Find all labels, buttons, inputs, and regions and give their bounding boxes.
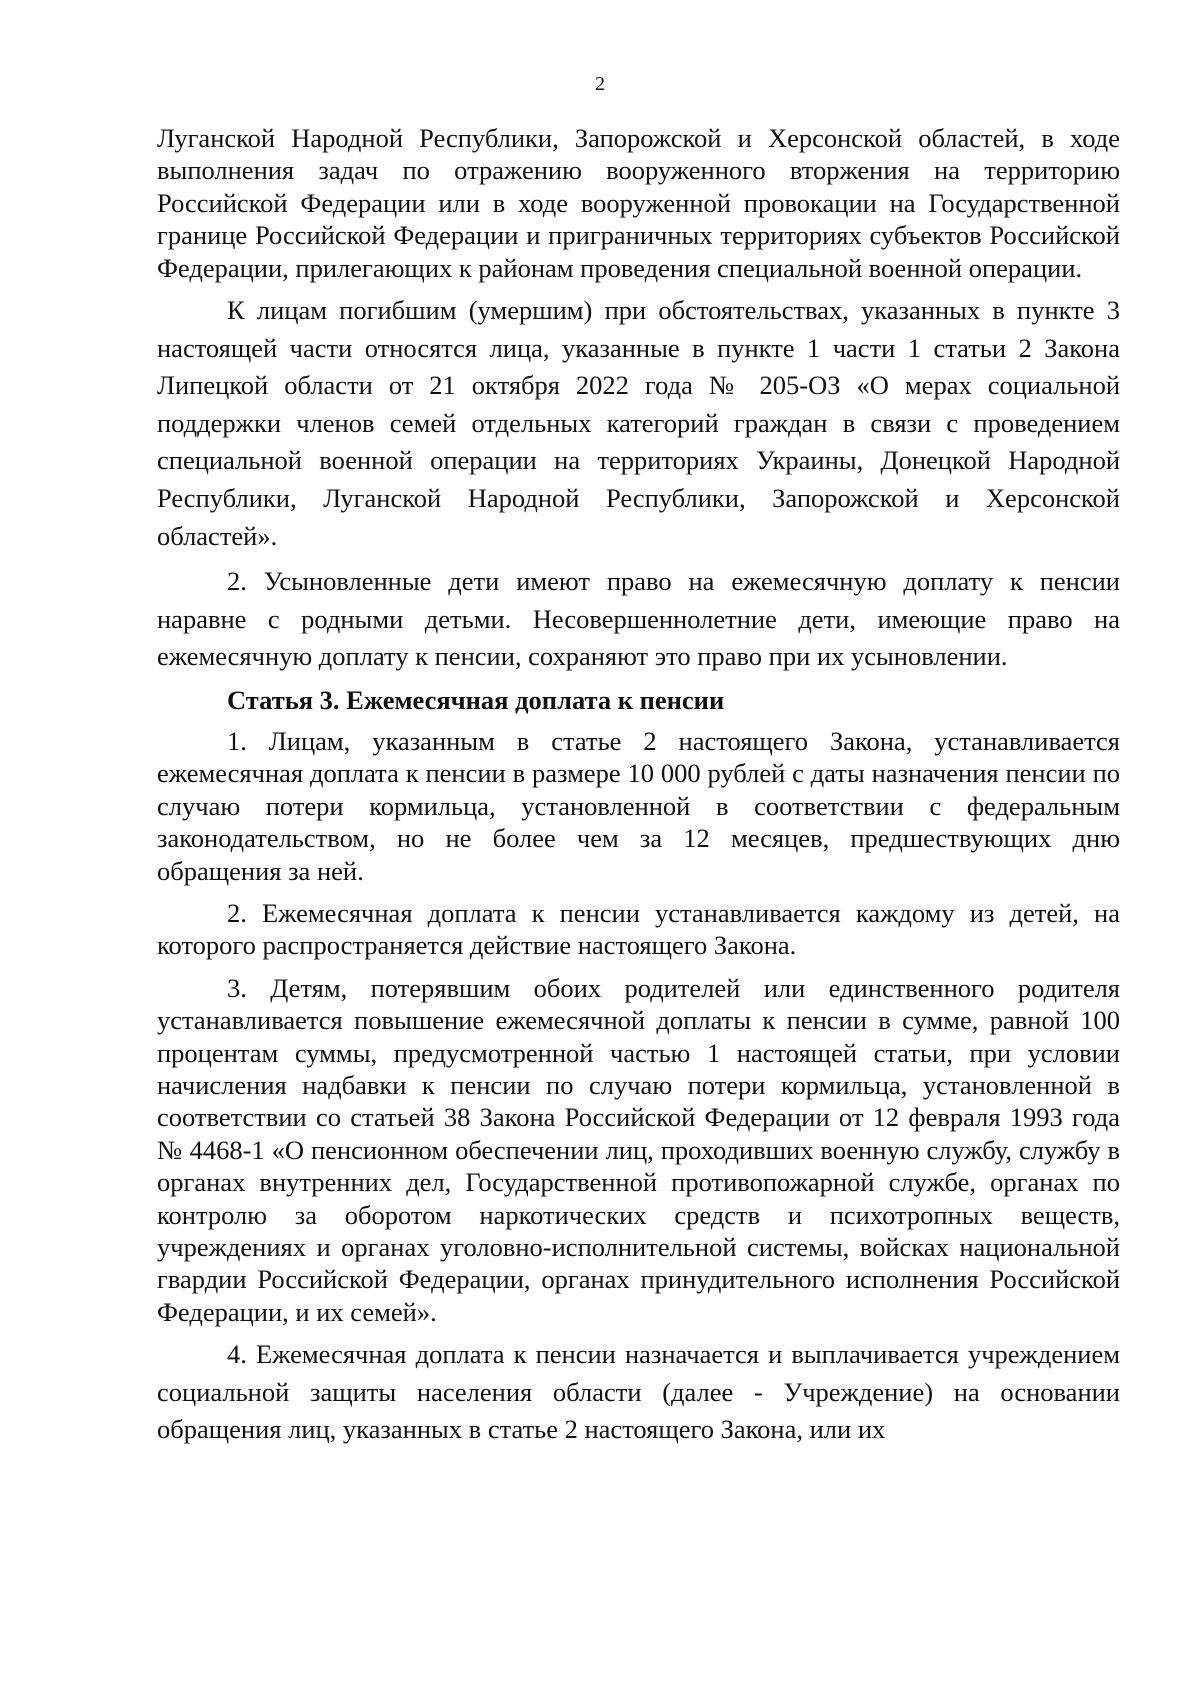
paragraph-article3-part3: 3. Детям, потерявшим обоих родителей или единственного родителя устанавливается повышение ежемесячной доплаты к пенсии в сумме, равной 100 процентам суммы, предусмотренной частью 1 настоящей статьи, при условии начисления надбавки к пенсии по случаю потери кормильца, установленной в соответствии со статьей 38 Закона Российской Федерации от 12 февраля 1993 года № 4468-1 «О пенсионном обеспечении лиц, проходивших военную службу, службу в органах внутренних дел, Государственной противопожарной службе, органах по контролю за оборотом наркотических средств и психотропных веществ, учреждениях и органах уголовно-исполнительной системы, войсках национальной гвардии Российской Федерации, органах принудительного исполнения Российской Федерации, и их семей». (157, 972, 1120, 1327)
paragraph-article3-part4: 4. Ежемесячная доплата к пенсии назначается и выплачивается учреждением социальной защиты населения области (далее - Учреждение) на основании обращения лиц, указанных в статье 2 настоящего Закона, или их (157, 1339, 1120, 1445)
article-heading: Статья 3. Ежемесячная доплата к пенсии (227, 684, 725, 715)
paragraph-article3-part2: 2. Ежемесячная доплата к пенсии устанавливается каждому из детей, на которого распространяется действие настоящего Закона. (157, 898, 1120, 961)
paragraph-adopted-children: 2. Усыновленные дети имеют право на ежемесячную доплату к пенсии наравне с родными детьми. Несовершеннолетние дети, имеющие право на ежемесячную доплату к пенсии, сохраняют это право при их усыновлении. (157, 566, 1120, 672)
paragraph-article3-part1: 1. Лицам, указанным в статье 2 настоящего Закона, устанавливается ежемесячная доплата к пенсии в размере 10 000 рублей с даты назначения пенсии по случаю потери кормильца, установленной в соответствии с федеральным законодательством, но не более чем за 12 месяцев, предшествующих дню обращения за ней. (157, 725, 1120, 886)
paragraph-deceased-persons: К лицам погибшим (умершим) при обстоятельствах, указанных в пункте 3 настоящей части относятся лица, указанные в пункте 1 части 1 статьи 2 Закона Липецкой области от 21 октября 2022 года № 205-ОЗ «О мерах социальной поддержки членов семей отдельных категорий граждан в связи с проведением специальной военной операции на территориях Украины, Донецкой Народной Республики, Луганской Народной Республики, Запорожской и Херсонской областей». (157, 295, 1120, 551)
paragraph-continuation: Луганской Народной Республики, Запорожской и Херсонской областей, в ходе выполнения задач по отражению вооруженного вторжения на территорию Российской Федерации или в ходе вооруженной провокации на Государственной границе Российской Федерации и приграничных территориях субъектов Российской Федерации, прилегающих к районам проведения специальной военной операции. (157, 123, 1120, 283)
page-number: 2 (595, 73, 605, 95)
document-body (157, 122, 1120, 1449)
